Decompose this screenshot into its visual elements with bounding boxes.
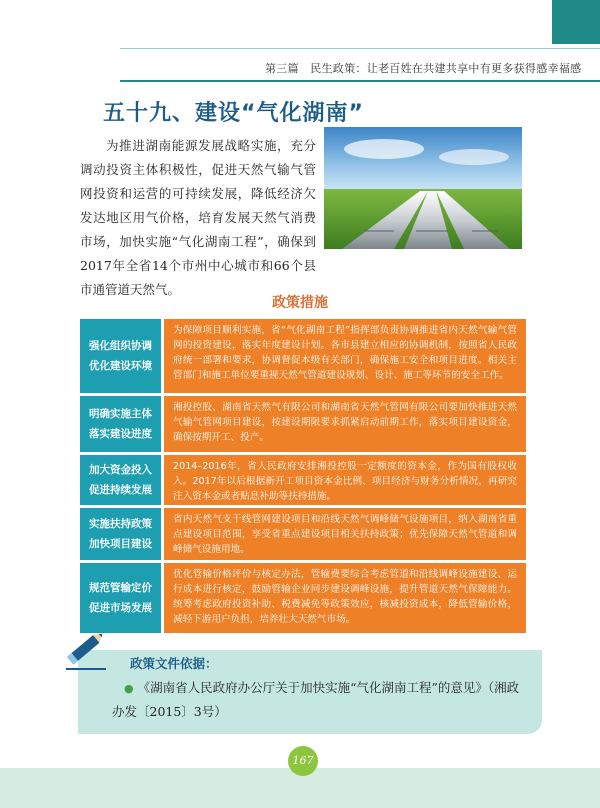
policy-label-line: 促进持续发展	[89, 484, 152, 496]
policy-body: 湘投控股、湖南省天然气有限公司和湖南省天然气管网有限公司要加快推进天然气输气管网项目建设，按建设期限要求抓紧启动前期工作，落实项目建设资金，确保按期开工、投产。	[164, 396, 526, 452]
section-title: 政策措施	[272, 295, 328, 311]
pipeline-photo	[324, 127, 522, 249]
intro-paragraph: 为推进湖南能源发展战略实施，充分调动投资主体积极性，促进天然气输气管网投资和运营的可持续发展，降低经济欠发达地区用气价格，培育发展天然气消费市场，加快实施“气化湖南工程”，确保到2017年全省14个市州中心城市和66个县市通管道天然气。	[80, 138, 316, 297]
policy-table	[80, 319, 526, 636]
policy-body: 优化管输价格评价与核定办法，管输费要综合考虑管道和沿线调峰设施建设、运行成本进行核定，鼓励管输企业同步建设调峰设施，提升管道天然气保障能力。统筹考虑政府投资补助、税费减免等政策效应，核减投资成本，降低管输价格，减轻下游用户负担，培养壮大天然气市场。	[164, 563, 526, 633]
policy-label-line: 实施扶持政策	[89, 518, 152, 530]
policy-row	[80, 455, 526, 505]
policy-label	[80, 319, 164, 393]
policy-label	[80, 508, 164, 560]
policy-body: 为保障项目顺利实施，省“气化湖南工程”指挥部负责协调推进省内天然气输气管网的投资建设，落实年度建设计划。各市县建立相应的协调机制，按照省人民政府统一部署和要求，协调督促本级有关部门，确保施工安全和项目进度。相关主管部门和施工单位要重视天然气管道建设规划、设计、施工等环节的安全工作。	[164, 319, 526, 393]
policy-label-line: 强化组织协调	[89, 340, 152, 352]
policy-label	[80, 396, 164, 452]
header-rule	[120, 48, 600, 49]
policy-row	[80, 319, 526, 393]
header-rule-thick	[120, 80, 600, 82]
corner-tab	[552, 0, 600, 44]
policy-label-line: 明确实施主体	[89, 408, 152, 420]
policy-label-line: 加快项目建设	[89, 538, 152, 550]
policy-body: 2014–2016年，省人民政府安排湘投控股一定额度的资本金，作为国有股权收入。2017年以后根据新开工项目资本金比例、项目经济与财务分析情况，再研究注入资本金或者贴息补助等扶持措施。	[164, 455, 526, 505]
policy-label-line: 规范管输定价	[89, 582, 152, 594]
running-header: 第三篇 民生政策：让老百姓在共建共享中有更多获得感幸福感	[265, 62, 582, 75]
policy-row	[80, 396, 526, 452]
policy-label-line: 促进市场发展	[89, 602, 152, 614]
pencil-icon	[62, 625, 112, 671]
basis-title: 政策文件依据：	[130, 656, 218, 671]
policy-label	[80, 563, 164, 633]
page-number: 167	[288, 746, 318, 776]
policy-body: 省内天然气支干线管网建设项目和沿线天然气调峰储气设施项目，纳入湖南省重点建设项目范围，享受省重点建设项目相关扶持政策；优先保障天然气管道和调峰储气设施用地。	[164, 508, 526, 560]
basis-text-content: 《湖南省人民政府办公厅关于加快实施“气化湖南工程”的意见》（湘政办发〔2015〕3号）	[112, 680, 520, 719]
policy-label-line: 加大资金投入	[89, 464, 152, 476]
policy-row	[80, 508, 526, 560]
policy-label	[80, 455, 164, 505]
policy-label-line: 优化建设环境	[89, 360, 152, 372]
policy-label-line: 落实建设进度	[89, 428, 152, 440]
policy-row	[80, 563, 526, 633]
basis-text	[112, 676, 528, 723]
bullet-icon: ●	[124, 682, 134, 695]
page-title: 五十九、建设“气化湖南”	[103, 101, 364, 126]
